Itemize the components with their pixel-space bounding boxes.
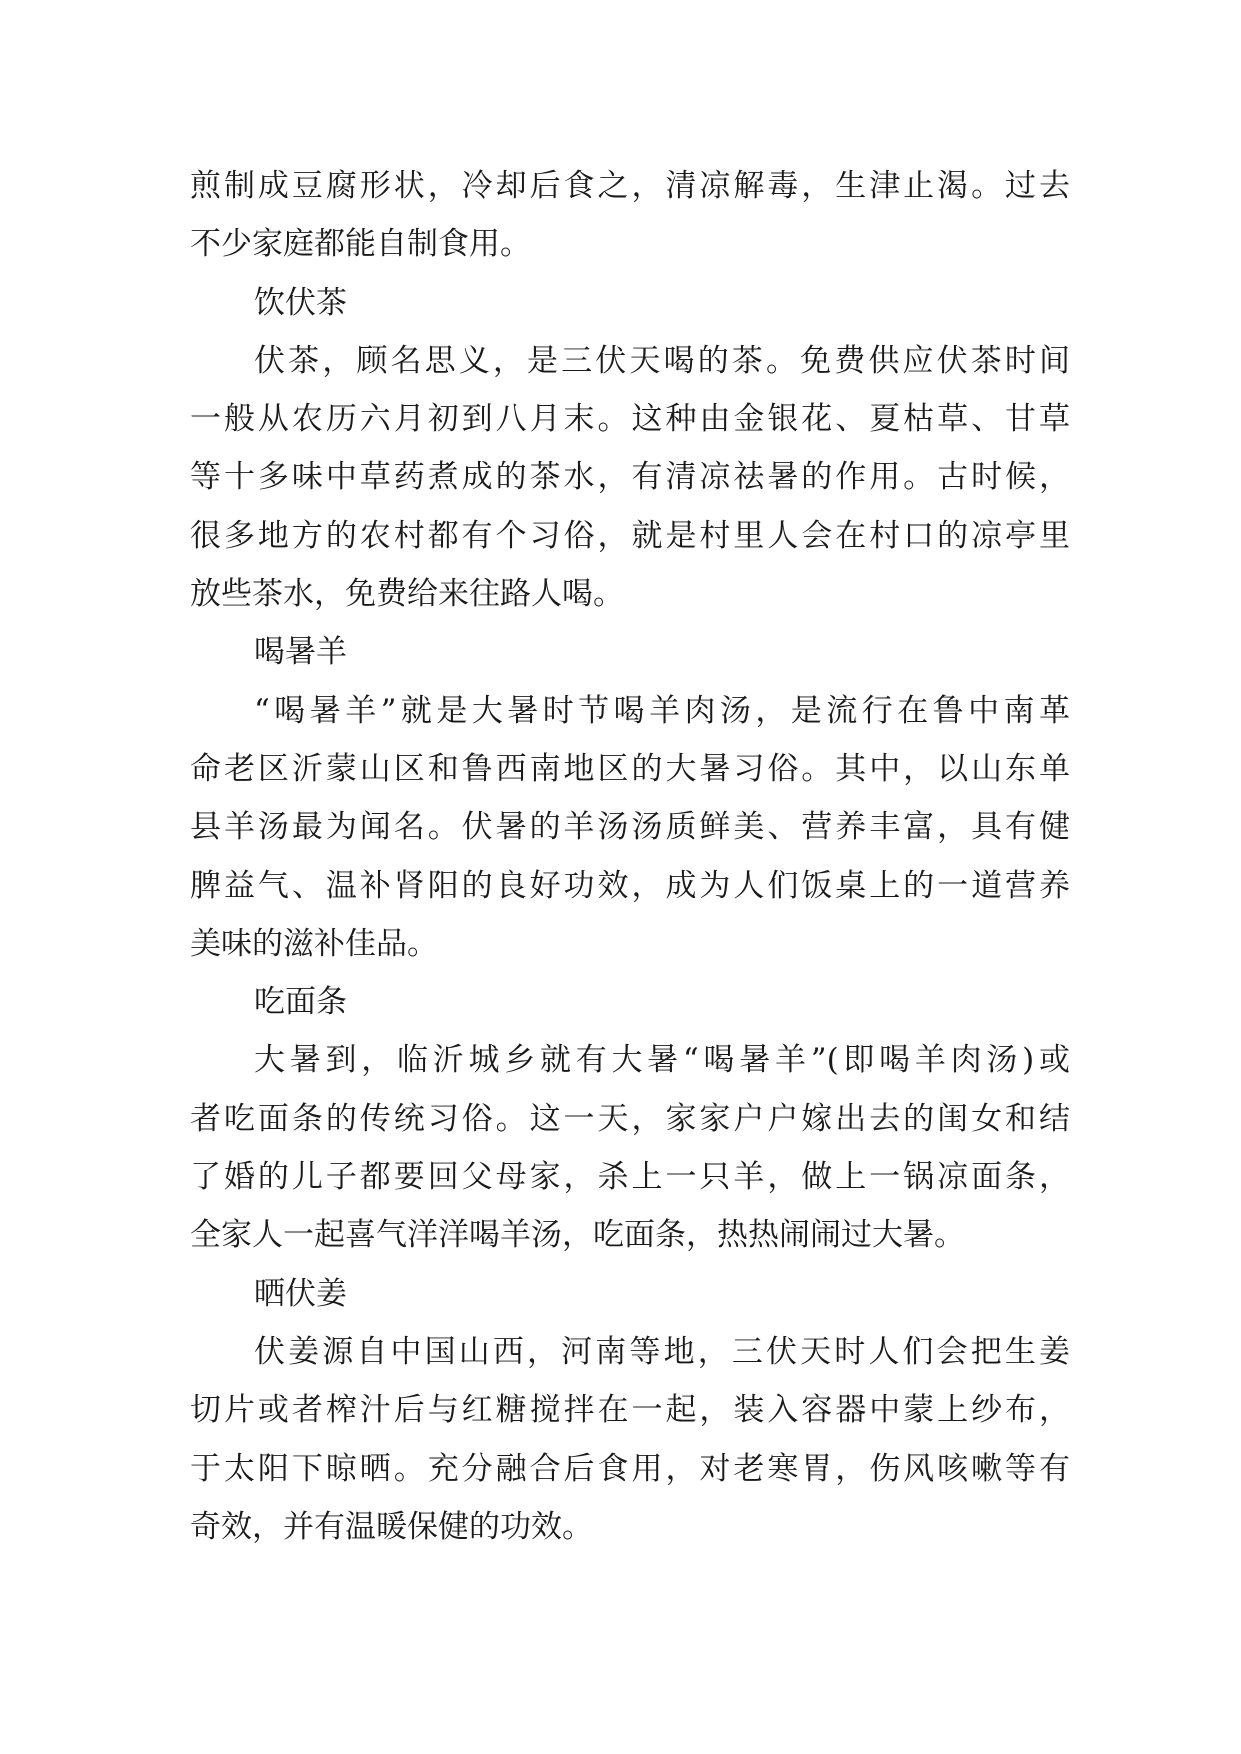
paragraph-line: 煎制成豆腐形状，冷却后食之，清凉解毒，生津止渴。过去 <box>190 168 1070 204</box>
section-heading: 饮伏茶 <box>254 284 347 321</box>
paragraph-line: 放些茶水，免费给来往路人喝。 <box>190 576 624 613</box>
paragraph-line: 等十多味中草药煮成的茶水，有清凉祛暑的作用。古时候， <box>190 459 1070 496</box>
paragraph-line: 命老区沂蒙山区和鲁西南地区的大暑习俗。其中，以山东单 <box>190 750 1070 787</box>
paragraph-line: 县羊汤最为闻名。伏暑的羊汤汤质鲜美、营养丰富，具有健 <box>190 809 1070 846</box>
section-heading: 晒伏姜 <box>254 1275 347 1312</box>
section-heading: 吃面条 <box>254 984 347 1021</box>
paragraph-line: 美味的滋补佳品。 <box>190 925 438 962</box>
paragraph-line: 奇效，并有温暖保健的功效。 <box>190 1508 593 1545</box>
paragraph-line: 不少家庭都能自制食用。 <box>190 226 531 263</box>
document-page <box>190 157 1070 1556</box>
paragraph-line: 伏姜源自中国山西，河南等地，三伏天时人们会把生姜 <box>254 1333 1070 1370</box>
paragraph-line: 大暑到，临沂城乡就有大暑“喝暑羊”(即喝羊肉汤)或 <box>254 1042 1070 1079</box>
paragraph-line: 很多地方的农村都有个习俗，就是村里人会在村口的凉亭里 <box>190 517 1070 554</box>
paragraph-line: 一般从农历六月初到八月末。这种由金银花、夏枯草、甘草 <box>190 401 1070 438</box>
paragraph-line: 者吃面条的传统习俗。这一天，家家户户嫁出去的闺女和结 <box>190 1100 1070 1137</box>
paragraph-line: 全家人一起喜气洋洋喝羊汤，吃面条，热热闹闹过大暑。 <box>190 1217 965 1254</box>
paragraph-line: 于太阳下晾晒。充分融合后食用，对老寒胃，伤风咳嗽等有 <box>190 1450 1070 1487</box>
paragraph-line: 脾益气、温补肾阳的良好功效，成为人们饭桌上的一道营养 <box>190 867 1070 904</box>
paragraph-line: 了婚的儿子都要回父母家，杀上一只羊，做上一锅凉面条， <box>190 1159 1070 1196</box>
paragraph-line: 切片或者榨汁后与红糖搅拌在一起，装入容器中蒙上纱布， <box>190 1392 1070 1429</box>
paragraph-line: “喝暑羊”就是大暑时节喝羊肉汤，是流行在鲁中南革 <box>254 692 1070 729</box>
section-heading: 喝暑羊 <box>254 634 347 671</box>
paragraph-line: 伏茶，顾名思义，是三伏天喝的茶。免费供应伏茶时间 <box>254 342 1070 379</box>
